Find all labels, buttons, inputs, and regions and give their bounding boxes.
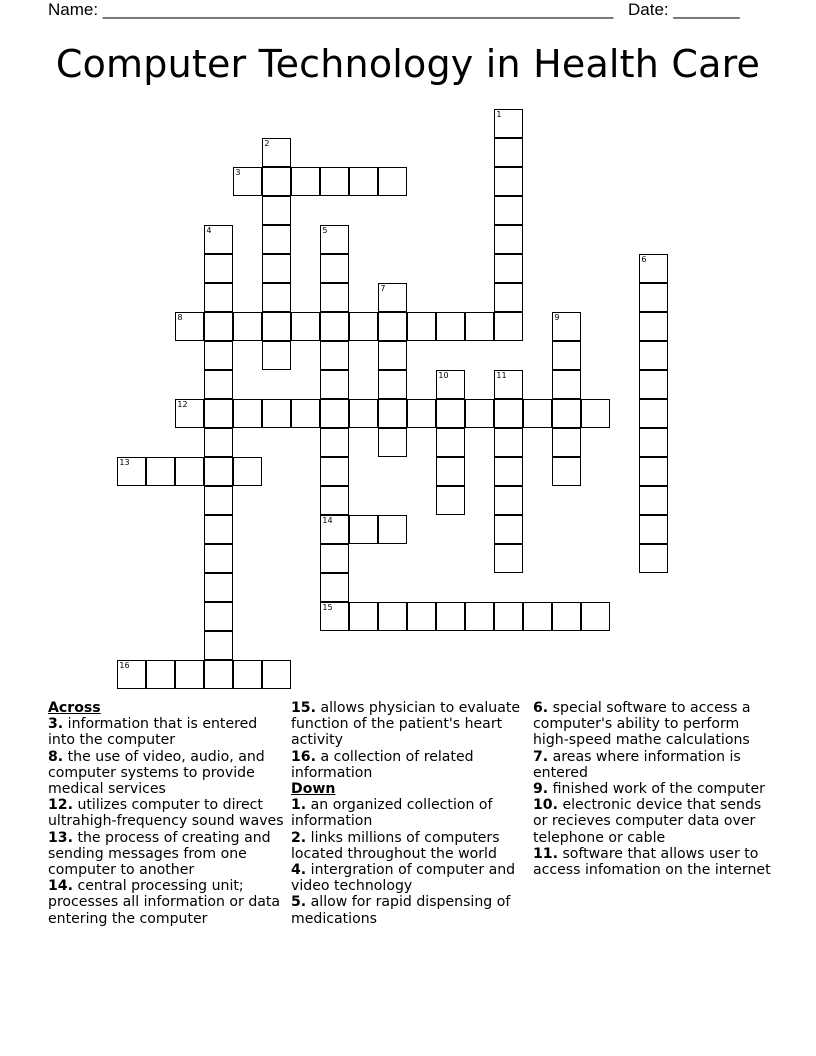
grid-cell[interactable] (523, 602, 552, 631)
grid-cell[interactable] (639, 399, 668, 428)
clue-number: 4 (206, 226, 212, 236)
grid-cell[interactable] (465, 399, 494, 428)
grid-cell[interactable] (494, 428, 523, 457)
grid-cell[interactable] (436, 312, 465, 341)
grid-cell[interactable] (639, 254, 668, 283)
grid-cell[interactable] (436, 457, 465, 486)
grid-cell[interactable] (494, 544, 523, 573)
grid-cell[interactable] (204, 660, 233, 689)
grid-cell[interactable] (436, 602, 465, 631)
grid-cell[interactable] (262, 196, 291, 225)
grid-cell[interactable] (320, 399, 349, 428)
grid-cell[interactable] (204, 457, 233, 486)
clue-down-10: 10. electronic device that sends or recieves computer data over telephone or cable (533, 797, 762, 846)
grid-cell[interactable] (204, 225, 233, 254)
clue-across-15: 15. allows physician to evaluate function of the patient's heart activity (291, 700, 521, 749)
grid-cell[interactable] (494, 486, 523, 515)
clue-down-11: 11. software that allows user to access infomation on the internet (533, 845, 771, 879)
grid-cell[interactable] (378, 515, 407, 544)
clues-column-2 (291, 700, 527, 927)
clue-across-8: 8. the use of video, audio, and computer systems to provide medical services (48, 748, 265, 798)
grid-cell[interactable] (320, 254, 349, 283)
grid-cell[interactable] (233, 457, 262, 486)
clue-number: 15 (322, 603, 333, 613)
clue-down-2: 2. links millions of computers located throughout the world (291, 829, 500, 862)
grid-cell[interactable] (494, 515, 523, 544)
grid-cell[interactable] (552, 370, 581, 399)
grid-cell[interactable] (494, 109, 523, 138)
grid-cell[interactable] (204, 312, 233, 341)
grid-cell[interactable] (436, 399, 465, 428)
grid-cell[interactable] (320, 370, 349, 399)
grid-cell[interactable] (378, 428, 407, 457)
grid-cell[interactable] (639, 370, 668, 399)
grid-cell[interactable] (204, 254, 233, 283)
clue-number: 16 (119, 661, 130, 671)
grid-cell[interactable] (291, 167, 320, 196)
grid-cell[interactable] (233, 399, 262, 428)
grid-cell[interactable] (291, 399, 320, 428)
clue-number: 14 (322, 516, 333, 526)
grid-cell[interactable] (291, 312, 320, 341)
clue-number: 3 (235, 168, 241, 178)
grid-cell[interactable] (349, 602, 378, 631)
grid-cell[interactable] (349, 515, 378, 544)
grid-cell[interactable] (378, 602, 407, 631)
grid-cell[interactable] (494, 225, 523, 254)
clue-across-13: 13. the process of creating and sending messages from one computer to another (48, 829, 271, 879)
grid-cell[interactable] (262, 138, 291, 167)
grid-cell[interactable] (639, 515, 668, 544)
grid-cell[interactable] (204, 399, 233, 428)
grid-cell[interactable] (581, 602, 610, 631)
grid-cell[interactable] (233, 312, 262, 341)
grid-cell[interactable] (262, 399, 291, 428)
grid-cell[interactable] (117, 660, 146, 689)
clue-number: 6 (641, 255, 647, 265)
grid-cell[interactable] (175, 660, 204, 689)
name-field-label: Name: ______________________________________________________ (48, 0, 614, 19)
grid-cell[interactable] (436, 370, 465, 399)
grid-cell[interactable] (262, 283, 291, 312)
grid-cell[interactable] (494, 370, 523, 399)
across-heading: Across (48, 700, 101, 716)
clues-column-1 (48, 700, 284, 927)
grid-cell[interactable] (552, 602, 581, 631)
clue-number: 13 (119, 458, 130, 468)
grid-cell[interactable] (552, 428, 581, 457)
grid-cell[interactable] (204, 573, 233, 602)
clue-down-5: 5. allow for rapid dispensing of medications (291, 894, 511, 927)
grid-cell[interactable] (639, 544, 668, 573)
grid-cell[interactable] (494, 399, 523, 428)
grid-cell[interactable] (320, 457, 349, 486)
grid-cell[interactable] (378, 312, 407, 341)
grid-cell[interactable] (262, 660, 291, 689)
grid-cell[interactable] (639, 341, 668, 370)
grid-cell[interactable] (494, 457, 523, 486)
clue-number: 8 (177, 313, 183, 323)
grid-cell[interactable] (320, 515, 349, 544)
grid-cell[interactable] (378, 370, 407, 399)
clue-down-1: 1. an organized collection of information (291, 797, 493, 830)
grid-cell[interactable] (639, 457, 668, 486)
clue-across-14: 14. central processing unit; processes all information or data entering the computer (48, 878, 281, 927)
grid-cell[interactable] (233, 167, 262, 196)
grid-cell[interactable] (204, 486, 233, 515)
clue-number: 9 (554, 313, 560, 323)
grid-cell[interactable] (146, 660, 175, 689)
grid-cell[interactable] (407, 312, 436, 341)
grid-cell[interactable] (320, 428, 349, 457)
grid-cell[interactable] (204, 631, 233, 660)
grid-cell[interactable] (552, 399, 581, 428)
page-title: Computer Technology in Health Care (55, 42, 761, 86)
clues-column-3 (533, 700, 773, 878)
grid-cell[interactable] (407, 602, 436, 631)
date-field-label: Date: _______ (628, 0, 740, 19)
grid-cell[interactable] (320, 573, 349, 602)
grid-cell[interactable] (552, 341, 581, 370)
clue-number: 11 (496, 371, 507, 381)
grid-cell[interactable] (639, 312, 668, 341)
grid-cell[interactable] (639, 428, 668, 457)
grid-cell[interactable] (175, 457, 204, 486)
clue-number: 10 (438, 371, 449, 381)
grid-cell[interactable] (349, 167, 378, 196)
grid-cell[interactable] (204, 428, 233, 457)
grid-cell[interactable] (552, 312, 581, 341)
grid-cell[interactable] (639, 283, 668, 312)
grid-cell[interactable] (320, 167, 349, 196)
clue-down-6: 6. special software to access a computer's ability to perform high-speed mathe calculations (533, 700, 751, 749)
grid-cell[interactable] (639, 486, 668, 515)
clue-number: 5 (322, 226, 328, 236)
clue-number: 7 (380, 284, 386, 294)
clue-across-12: 12. utilizes computer to direct ultrahigh-frequency sound waves (48, 797, 284, 830)
grid-cell[interactable] (204, 370, 233, 399)
grid-cell[interactable] (320, 283, 349, 312)
grid-cell[interactable] (552, 457, 581, 486)
grid-cell[interactable] (320, 225, 349, 254)
grid-cell[interactable] (349, 312, 378, 341)
grid-cell[interactable] (204, 544, 233, 573)
grid-cell[interactable] (233, 660, 262, 689)
clue-across-3: 3. information that is entered into the computer (48, 716, 258, 749)
grid-cell[interactable] (436, 428, 465, 457)
grid-cell[interactable] (465, 602, 494, 631)
grid-cell[interactable] (465, 312, 494, 341)
grid-cell[interactable] (494, 312, 523, 341)
grid-cell[interactable] (494, 283, 523, 312)
grid-cell[interactable] (494, 196, 523, 225)
grid-cell[interactable] (262, 167, 291, 196)
grid-cell[interactable] (378, 167, 407, 196)
grid-cell[interactable] (262, 341, 291, 370)
grid-cell[interactable] (175, 312, 204, 341)
grid-cell[interactable] (349, 399, 378, 428)
grid-cell[interactable] (494, 138, 523, 167)
grid-cell[interactable] (146, 457, 175, 486)
grid-cell[interactable] (262, 312, 291, 341)
down-heading: Down (291, 781, 336, 798)
grid-cell[interactable] (320, 602, 349, 631)
grid-cell[interactable] (436, 486, 465, 515)
grid-cell[interactable] (523, 399, 552, 428)
grid-cell[interactable] (204, 515, 233, 544)
grid-cell[interactable] (494, 167, 523, 196)
clue-down-4: 4. intergration of computer and video technology (291, 862, 516, 895)
clue-number: 2 (264, 139, 270, 149)
grid-cell[interactable] (320, 341, 349, 370)
grid-cell[interactable] (262, 254, 291, 283)
grid-cell[interactable] (494, 254, 523, 283)
clue-down-7: 7. areas where information is entered (533, 748, 741, 781)
grid-cell[interactable] (494, 602, 523, 631)
grid-cell[interactable] (581, 399, 610, 428)
grid-cell[interactable] (378, 283, 407, 312)
grid-cell[interactable] (204, 602, 233, 631)
clue-number: 12 (177, 400, 188, 410)
grid-cell[interactable] (320, 486, 349, 515)
clue-down-9: 9. finished work of the computer (533, 781, 765, 798)
grid-cell[interactable] (204, 341, 233, 370)
grid-cell[interactable] (320, 312, 349, 341)
grid-cell[interactable] (262, 225, 291, 254)
clue-across-16: 16. a collection of related information (291, 748, 474, 781)
grid-cell[interactable] (117, 457, 146, 486)
grid-cell[interactable] (320, 544, 349, 573)
clue-number: 1 (496, 110, 502, 120)
grid-cell[interactable] (407, 399, 436, 428)
grid-cell[interactable] (175, 399, 204, 428)
grid-cell[interactable] (204, 283, 233, 312)
grid-cell[interactable] (378, 341, 407, 370)
grid-cell[interactable] (378, 399, 407, 428)
